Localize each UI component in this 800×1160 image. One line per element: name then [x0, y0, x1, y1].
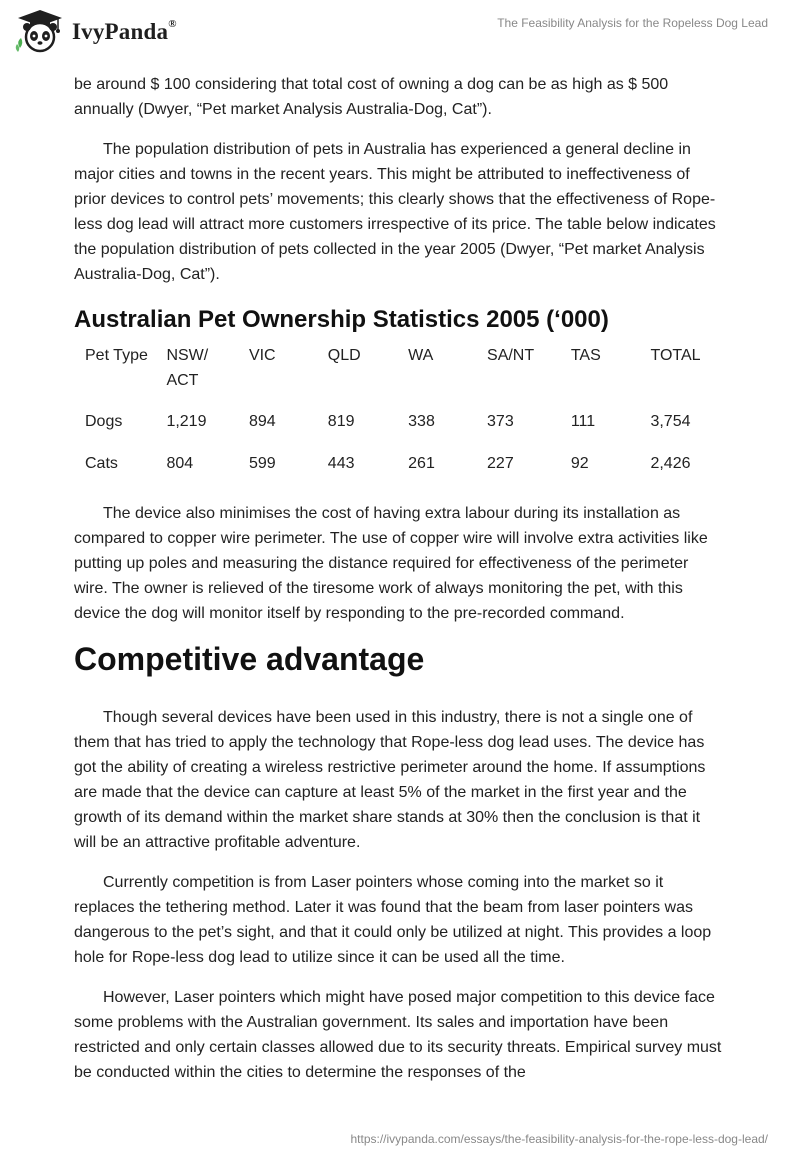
table-cell: 894	[248, 413, 276, 430]
header-cell: NSW/ ACT	[166, 347, 209, 389]
table-cell: 2,426	[650, 455, 691, 472]
paragraph: The population distribution of pets in Australia has experienced a general decline in major cities and towns in the recent years. This might be attributed to ineffectiveness of prior devices to control pets’ movements; this clearly shows that the effectiveness of Rope-less dog lead will attract more customers irrespective of its price. The table below indicates the population distribution of pets collected in the year 2005 (Dwyer, “Pet market Analysis Australia-Dog, Cat”).	[74, 141, 716, 283]
table-row	[74, 451, 724, 493]
table-cell: 804	[166, 455, 194, 472]
paragraph: Currently competition is from Laser pointers whose coming into the market so it replaces the tethering method. Later it was found that the beam from laser pointers was dangerous to the pet’s sight, and that it could only be utilized at night. This provides a loop hole for Rope-less dog lead to utilize since it can be used all the time.	[74, 874, 712, 966]
paragraph: be around $ 100 considering that total cost of owning a dog can be as high as $ 500 annually (Dwyer, “Pet market Analysis Australia-Dog, Cat”).	[74, 76, 669, 118]
page-header	[0, 0, 800, 70]
table-cell: 92	[570, 455, 589, 472]
document-title: The Feasibility Analysis for the Ropeless Dog Lead	[497, 16, 768, 30]
header-cell: SA/NT	[487, 347, 535, 364]
source-url[interactable]: https://ivypanda.com/essays/the-feasibility-analysis-for-the-rope-less-dog-lead/	[350, 1132, 768, 1146]
table-cell: 819	[327, 413, 355, 430]
table-cell: 227	[487, 455, 514, 472]
header-cell: QLD	[327, 347, 361, 364]
table-cell: Dogs	[85, 413, 123, 430]
paragraph: The device also minimises the cost of having extra labour during its installation as compared to copper wire perimeter. The use of copper wire will involve extra activities like putting up poles and measuring the distance required for effectiveness of the perimeter wire. The owner is relieved of the tiresome work of always monitoring the pet, with this device the dog will monitor itself by responding to the pre-recorded command.	[74, 505, 708, 622]
pet-ownership-table	[74, 343, 724, 493]
table-title: Australian Pet Ownership Statistics 2005 (‘000)	[74, 306, 609, 333]
ivypanda-logo[interactable]	[14, 8, 177, 54]
paragraph: However, Laser pointers which might have posed major competition to this device face some problems with the Australian government. Its sales and importation have been restricted and only certain classes allowed due to its security threats. Empirical survey must be conducted within the cities to determine the responses of the	[74, 989, 722, 1081]
essay-content	[74, 72, 724, 1100]
header-cell: TAS	[570, 347, 601, 364]
brand-name: IvyPanda®	[72, 17, 177, 44]
table-cell: 373	[487, 413, 514, 430]
paragraph: Though several devices have been used in this industry, there is not a single one of them that has tried to apply the technology that Rope-less dog lead uses. The device has got the ability of creating a wireless restrictive perimeter around the home. If assumptions are made that the device can capture at least 5% of the market in the first year and the growth of its demand within the market share stands at 30% then the conclusion is that it will be an attractive profitable adventure.	[74, 709, 706, 851]
header-cell: VIC	[248, 347, 276, 364]
table-cell: 1,219	[166, 413, 207, 430]
section-title: Competitive advantage	[74, 641, 425, 677]
header-cell: WA	[408, 347, 434, 364]
header-cell: Pet Type	[85, 347, 148, 364]
table-cell: 261	[408, 455, 435, 472]
table-cell: 338	[408, 413, 435, 430]
table-cell: 443	[327, 455, 355, 472]
table-cell: 3,754	[650, 413, 691, 430]
panda-graduate-icon	[14, 8, 66, 54]
table-cell: 111	[570, 413, 596, 430]
table-header-row	[74, 343, 724, 409]
table-row	[74, 409, 724, 451]
table-cell: 599	[248, 455, 276, 472]
header-cell: TOTAL	[650, 347, 701, 364]
table-cell: Cats	[85, 455, 118, 472]
